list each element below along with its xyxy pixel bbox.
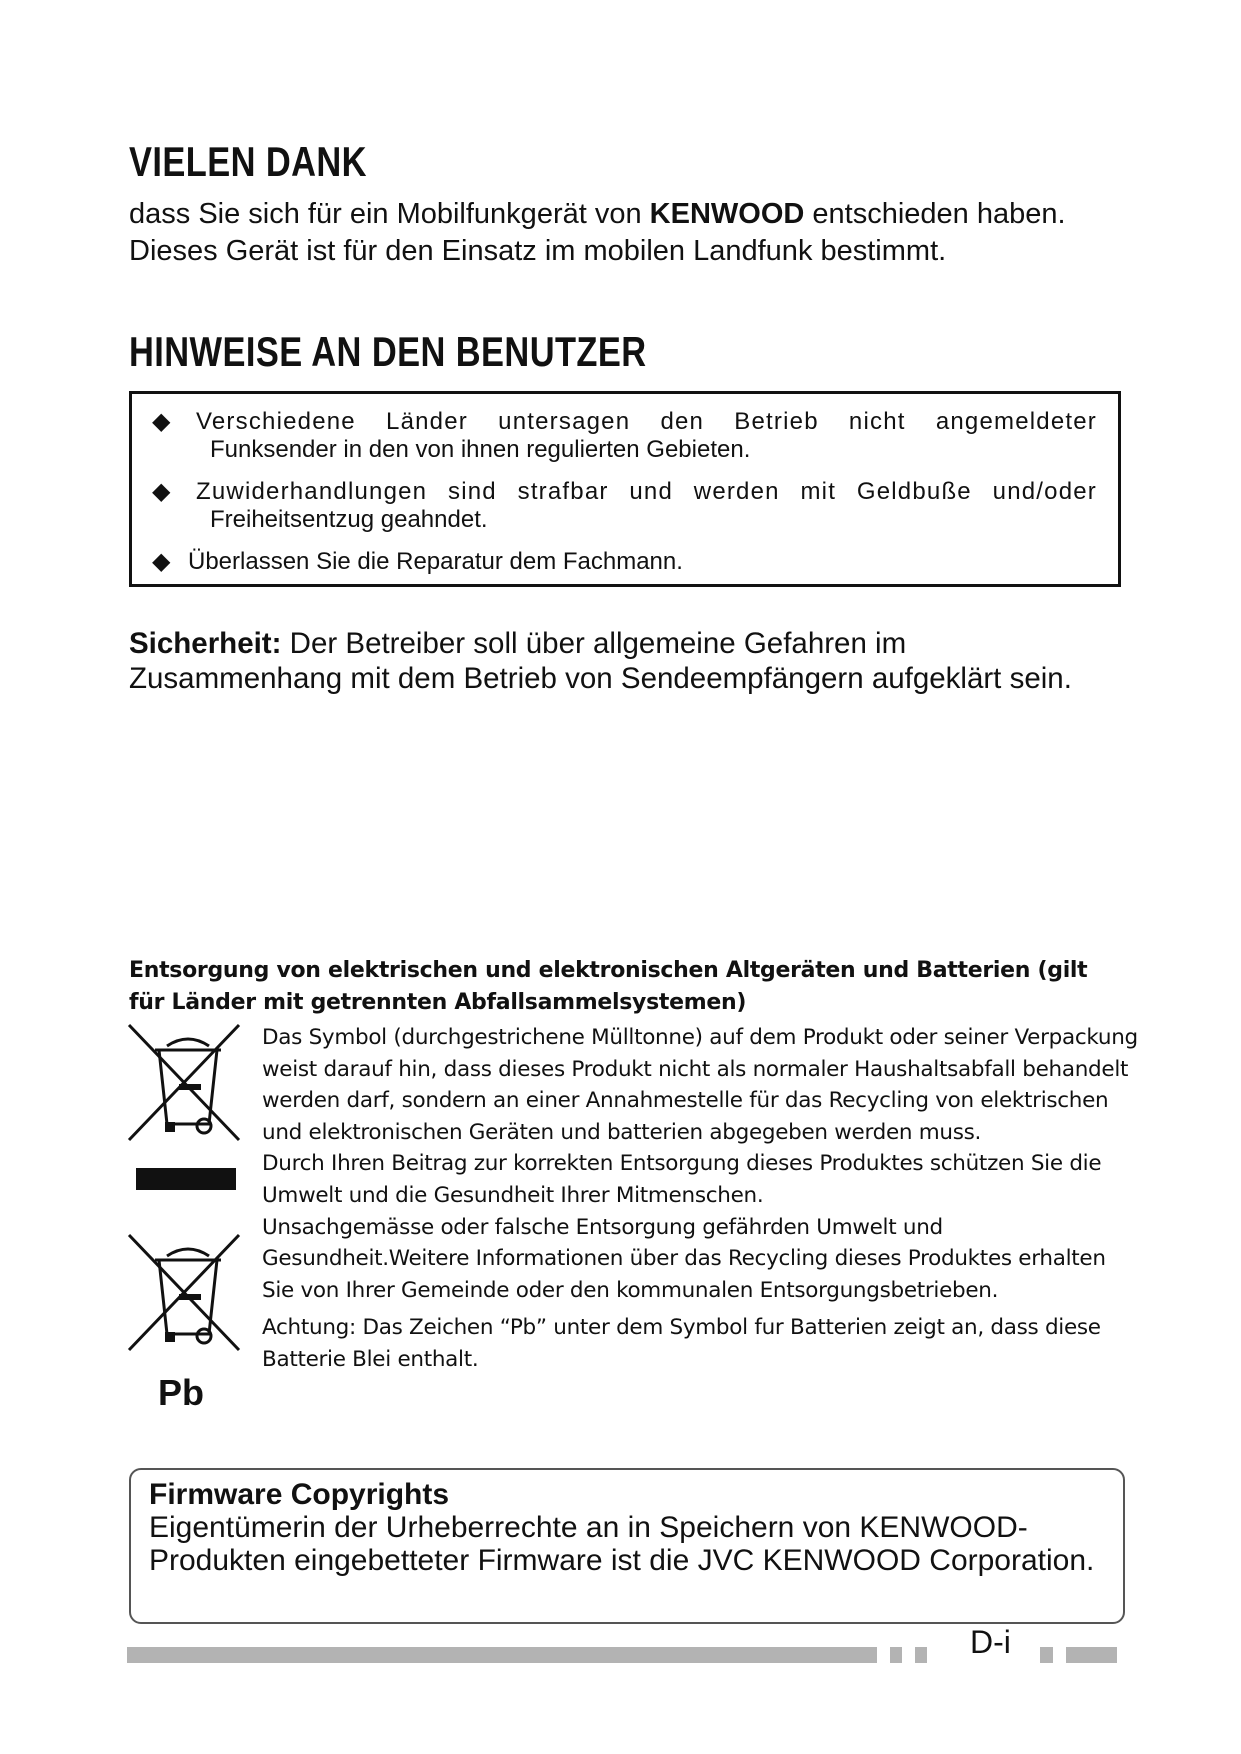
note-item	[152, 478, 1097, 534]
firmware-text: Eigentümerin der Urheberrechte an in Speichern von KENWOOD-Produkten eingebetteter Firmware ist die JVC KENWOOD Corporation.	[149, 1511, 1095, 1577]
note-line: Funksender in den von ihnen regulierten Gebieten.	[210, 436, 751, 463]
brand: KENWOOD	[649, 198, 805, 230]
footer-bar	[890, 1647, 902, 1663]
firmware-title: Firmware Copyrights	[149, 1478, 450, 1511]
disposal-paragraph: Das Symbol (durchgestrichene Mülltonne) auf dem Produkt oder seiner Verpackung weist darauf hin, dass dieses Produkt nicht als normaler Haushaltsabfall behandelt werden darf, sondern an einer Annahmestelle für das Recycling von elektrischen und elektronischen Geräten und batterien abgegeben werden muss.	[262, 1025, 1138, 1145]
footer-bar	[915, 1647, 927, 1663]
crossed-bin-icon	[127, 1232, 247, 1362]
note-item	[152, 408, 1097, 464]
note-line: Zuwiderhandlungen sind strafbar und werden mit Geldbuße und/oder	[196, 478, 1097, 505]
page-number: D-i	[970, 1624, 1011, 1660]
safety-label: Sicherheit:	[129, 627, 282, 660]
disposal-paragraph: Durch Ihren Beitrag zur korrekten Entsorgung dieses Produktes schützen Sie die Umwelt und die Gesundheit Ihrer Mitmenschen.	[262, 1151, 1102, 1208]
footer-bar	[127, 1647, 877, 1663]
thanks-text-2: entschieden haben. Dieses Gerät ist für den Einsatz im mobilen Landfunk bestimmt.	[129, 198, 1066, 267]
diamond-icon: ◆	[152, 478, 171, 505]
title-thanks: VIELEN DANK	[129, 138, 367, 185]
note-line: Verschiedene Länder untersagen den Betrieb nicht angemeldeter	[196, 408, 1097, 435]
title-notes: HINWEISE AN DEN BENUTZER	[129, 328, 647, 375]
safety-body: Der Betreiber soll über allgemeine Gefahren im Zusammenhang mit dem Betrieb von Sendeempfängern aufgeklärt sein.	[129, 627, 1072, 695]
safety-text	[129, 626, 1089, 696]
footer-bar	[1066, 1647, 1117, 1663]
crossed-bin-icon	[127, 1022, 247, 1152]
disposal-text	[262, 1022, 1142, 1376]
note-item	[152, 548, 1097, 576]
thanks-text-1: dass Sie sich für ein Mobilfunkgerät von	[129, 198, 650, 230]
note-line: Überlassen Sie die Reparatur dem Fachmann.	[188, 548, 683, 575]
disposal-paragraph: Achtung: Das Zeichen “Pb” unter dem Symbol fur Batterien zeigt an, dass diese Batterie Blei enthalt.	[262, 1315, 1101, 1372]
pb-label: Pb	[158, 1372, 205, 1413]
firmware-box	[129, 1468, 1125, 1624]
notes-box	[129, 391, 1121, 587]
note-line: Freiheitsentzug geahndet.	[210, 506, 488, 533]
diamond-icon: ◆	[152, 548, 171, 575]
footer-bar	[1040, 1647, 1053, 1663]
solid-bar-symbol	[136, 1168, 236, 1190]
disposal-heading: Entsorgung von elektrischen und elektronischen Altgeräten und Batterien (gilt für Länder mit getrennten Abfallsammelsystemen)	[129, 958, 1088, 1015]
diamond-icon: ◆	[152, 408, 171, 435]
disposal-paragraph: Unsachgemässe oder falsche Entsorgung gefährden Umwelt und Gesundheit.Weitere Informationen über das Recycling dieses Produktes erhalten Sie von Ihrer Gemeinde oder den kommunalen Entsorgungsbetrieben.	[262, 1214, 1106, 1303]
thanks-text	[129, 196, 1079, 270]
